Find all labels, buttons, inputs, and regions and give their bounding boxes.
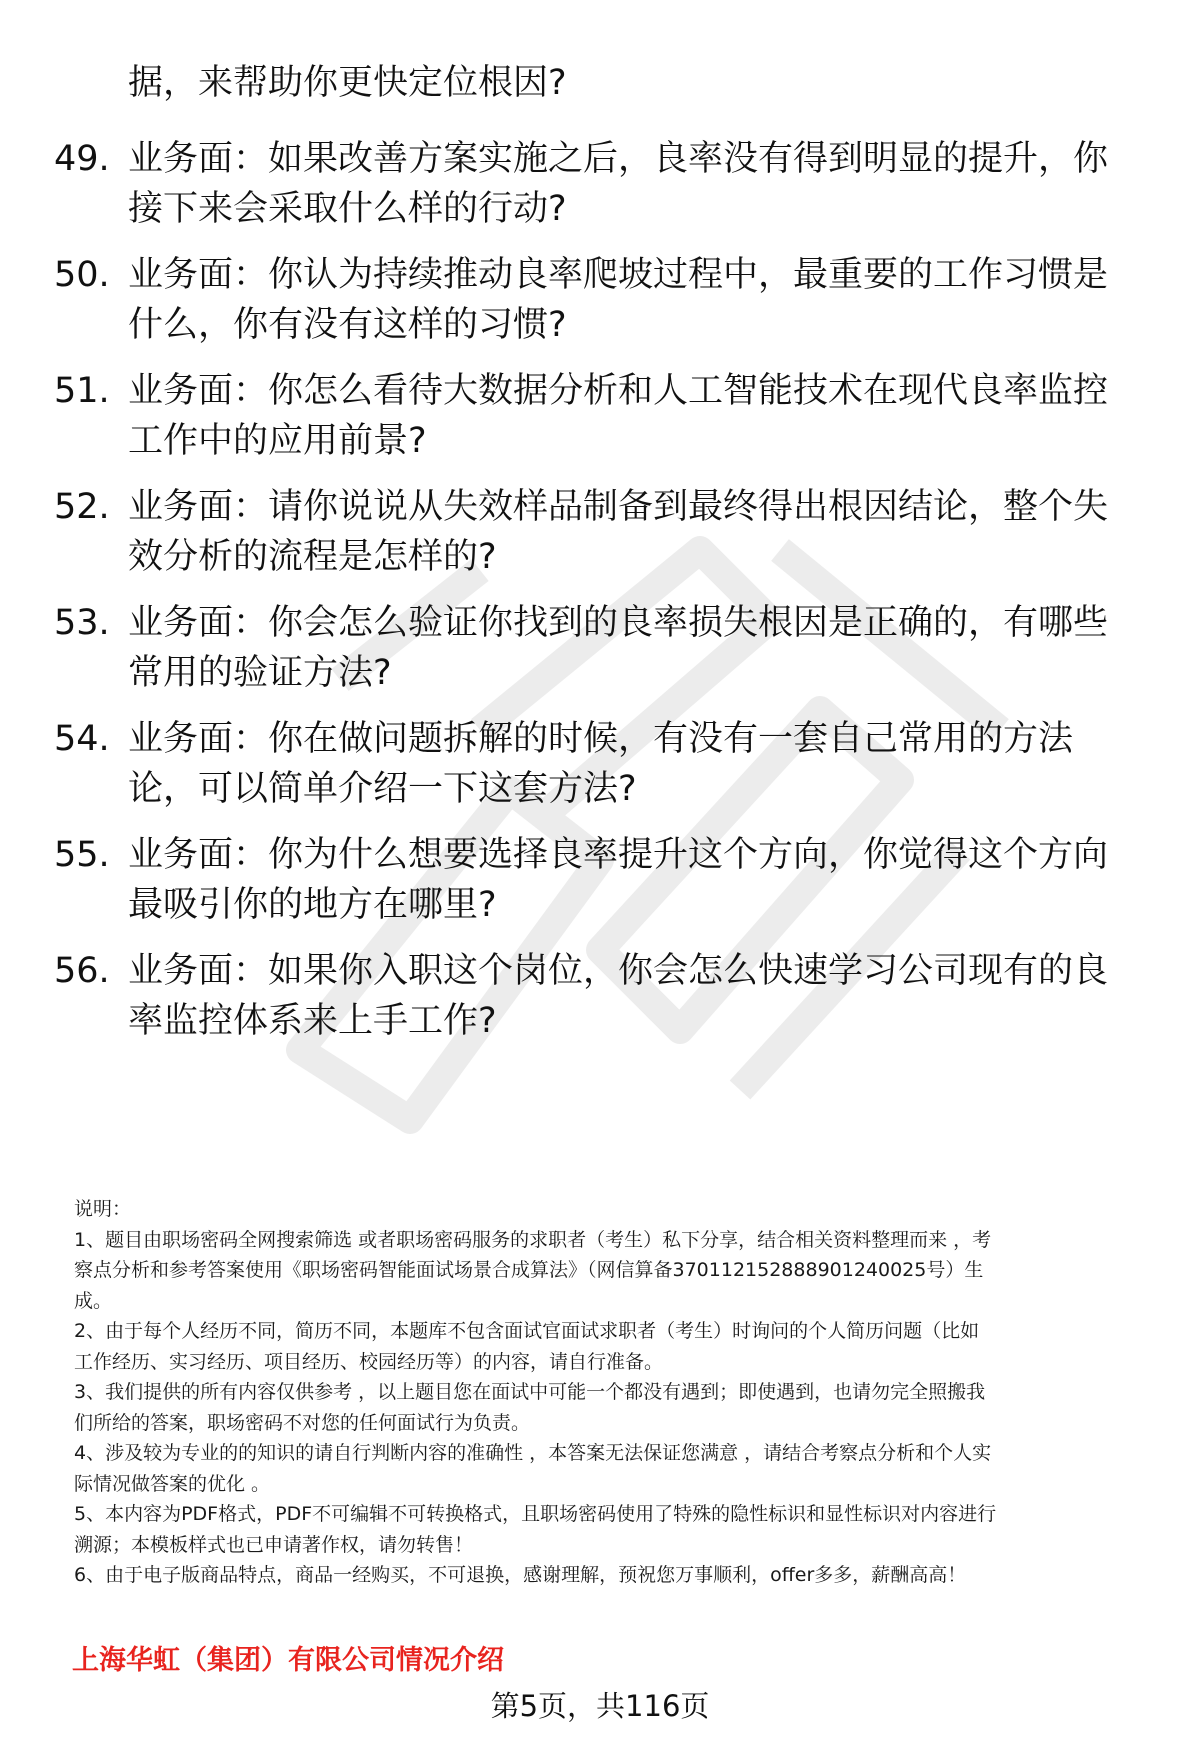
question-line: 业务面：如果改善方案实施之后，良率没有得到明显的提升，你 — [128, 139, 1109, 179]
question-line: 常用的验证方法? — [128, 653, 392, 693]
question-number: 49. — [54, 139, 110, 179]
question-line: 业务面：请你说说从失效样品制备到最终得出根因结论，整个失 — [128, 487, 1109, 527]
question-number: 52. — [54, 487, 110, 527]
page-number: 第5页，共116页 — [490, 1689, 710, 1723]
question-line: 业务面：如果你入职这个岗位，你会怎么快速学习公司现有的良 — [128, 951, 1109, 991]
question-text — [128, 830, 1200, 930]
question-line: 率监控体系来上手工作? — [128, 1001, 497, 1041]
question-item — [54, 714, 1164, 814]
note-line: 察点分析和参考答案使用《职场密码智能面试场景合成算法》（网信算备370112152888901240025号）生 — [74, 1259, 984, 1281]
question-number: 50. — [54, 255, 110, 295]
question-line: 业务面：你在做问题拆解的时候，有没有一套自己常用的方法 — [128, 719, 1074, 759]
note-line: 2、由于每个人经历不同，简历不同，本题库不包含面试官面试求职者（考生）时询问的个人简历问题（比如 — [74, 1320, 980, 1342]
question-number: 53. — [54, 603, 110, 643]
note-line: 工作经历、实习经历、项目经历、校园经历等）的内容，请自行准备。 — [74, 1350, 664, 1373]
question-text — [128, 366, 1200, 466]
question-text — [128, 250, 1200, 350]
question-text — [128, 946, 1200, 1046]
question-line: 论，可以简单介绍一下这套方法? — [128, 769, 637, 809]
continuation-text: 据，来帮助你更快定位根因? — [128, 63, 567, 103]
note-line: 成。 — [74, 1289, 113, 1312]
question-line: 业务面：你为什么想要选择良率提升这个方向，你觉得这个方向 — [128, 835, 1109, 875]
note-line: 1、题目由职场密码全网搜索筛选 或者职场密码服务的求职者（考生）私下分享，结合相关资料整理而来 ，考 — [74, 1228, 992, 1251]
question-line: 接下来会采取什么样的行动? — [128, 189, 567, 229]
note-line: 5、本内容为PDF格式，PDF不可编辑不可转换格式，且职场密码使用了特殊的隐性标识和显性标识对内容进行 — [74, 1503, 997, 1525]
question-line: 效分析的流程是怎样的? — [128, 537, 497, 577]
question-text — [128, 714, 1200, 814]
question-number: 51. — [54, 371, 110, 411]
company-intro-link[interactable]: 上海华虹（集团）有限公司情况介绍 — [72, 1645, 504, 1676]
question-line: 工作中的应用前景? — [128, 421, 427, 461]
note-line: 溯源；本模板样式也已申请著作权，请勿转售！ — [74, 1533, 474, 1556]
question-line: 业务面：你认为持续推动良率爬坡过程中，最重要的工作习惯是 — [128, 255, 1109, 295]
question-text — [128, 482, 1200, 582]
notes-heading: 说明： — [74, 1198, 132, 1220]
question-item — [54, 250, 1164, 350]
question-item — [54, 482, 1164, 582]
question-line: 业务面：你会怎么验证你找到的良率损失根因是正确的，有哪些 — [128, 603, 1109, 643]
question-number: 54. — [54, 719, 110, 759]
question-item — [54, 366, 1164, 466]
note-line: 际情况做答案的优化 。 — [74, 1472, 271, 1495]
question-item — [54, 598, 1164, 698]
note-line: 6、由于电子版商品特点，商品一经购买，不可退换，感谢理解，预祝您万事顺利，offer多多，薪酬高高！ — [74, 1564, 967, 1586]
question-line: 业务面：你怎么看待大数据分析和人工智能技术在现代良率监控 — [128, 371, 1109, 411]
question-item — [54, 134, 1164, 234]
question-number: 55. — [54, 835, 110, 875]
notes-section — [74, 1194, 1154, 1591]
note-line: 们所给的答案，职场密码不对您的任何面试行为负责。 — [74, 1411, 531, 1434]
question-item — [54, 830, 1164, 930]
question-text — [128, 598, 1200, 698]
note-line: 4、涉及较为专业的的知识的请自行判断内容的准确性 ，本答案无法保证您满意 ，请结合考察点分析和个人实 — [74, 1442, 992, 1464]
question-line: 最吸引你的地方在哪里? — [128, 885, 497, 925]
question-text — [128, 134, 1200, 234]
note-line: 3、我们提供的所有内容仅供参考 ，以上题目您在面试中可能一个都没有遇到；即使遇到，也请勿完全照搬我 — [74, 1381, 986, 1403]
question-item — [54, 946, 1164, 1046]
question-line: 什么，你有没有这样的习惯? — [128, 305, 567, 345]
question-number: 56. — [54, 951, 110, 991]
